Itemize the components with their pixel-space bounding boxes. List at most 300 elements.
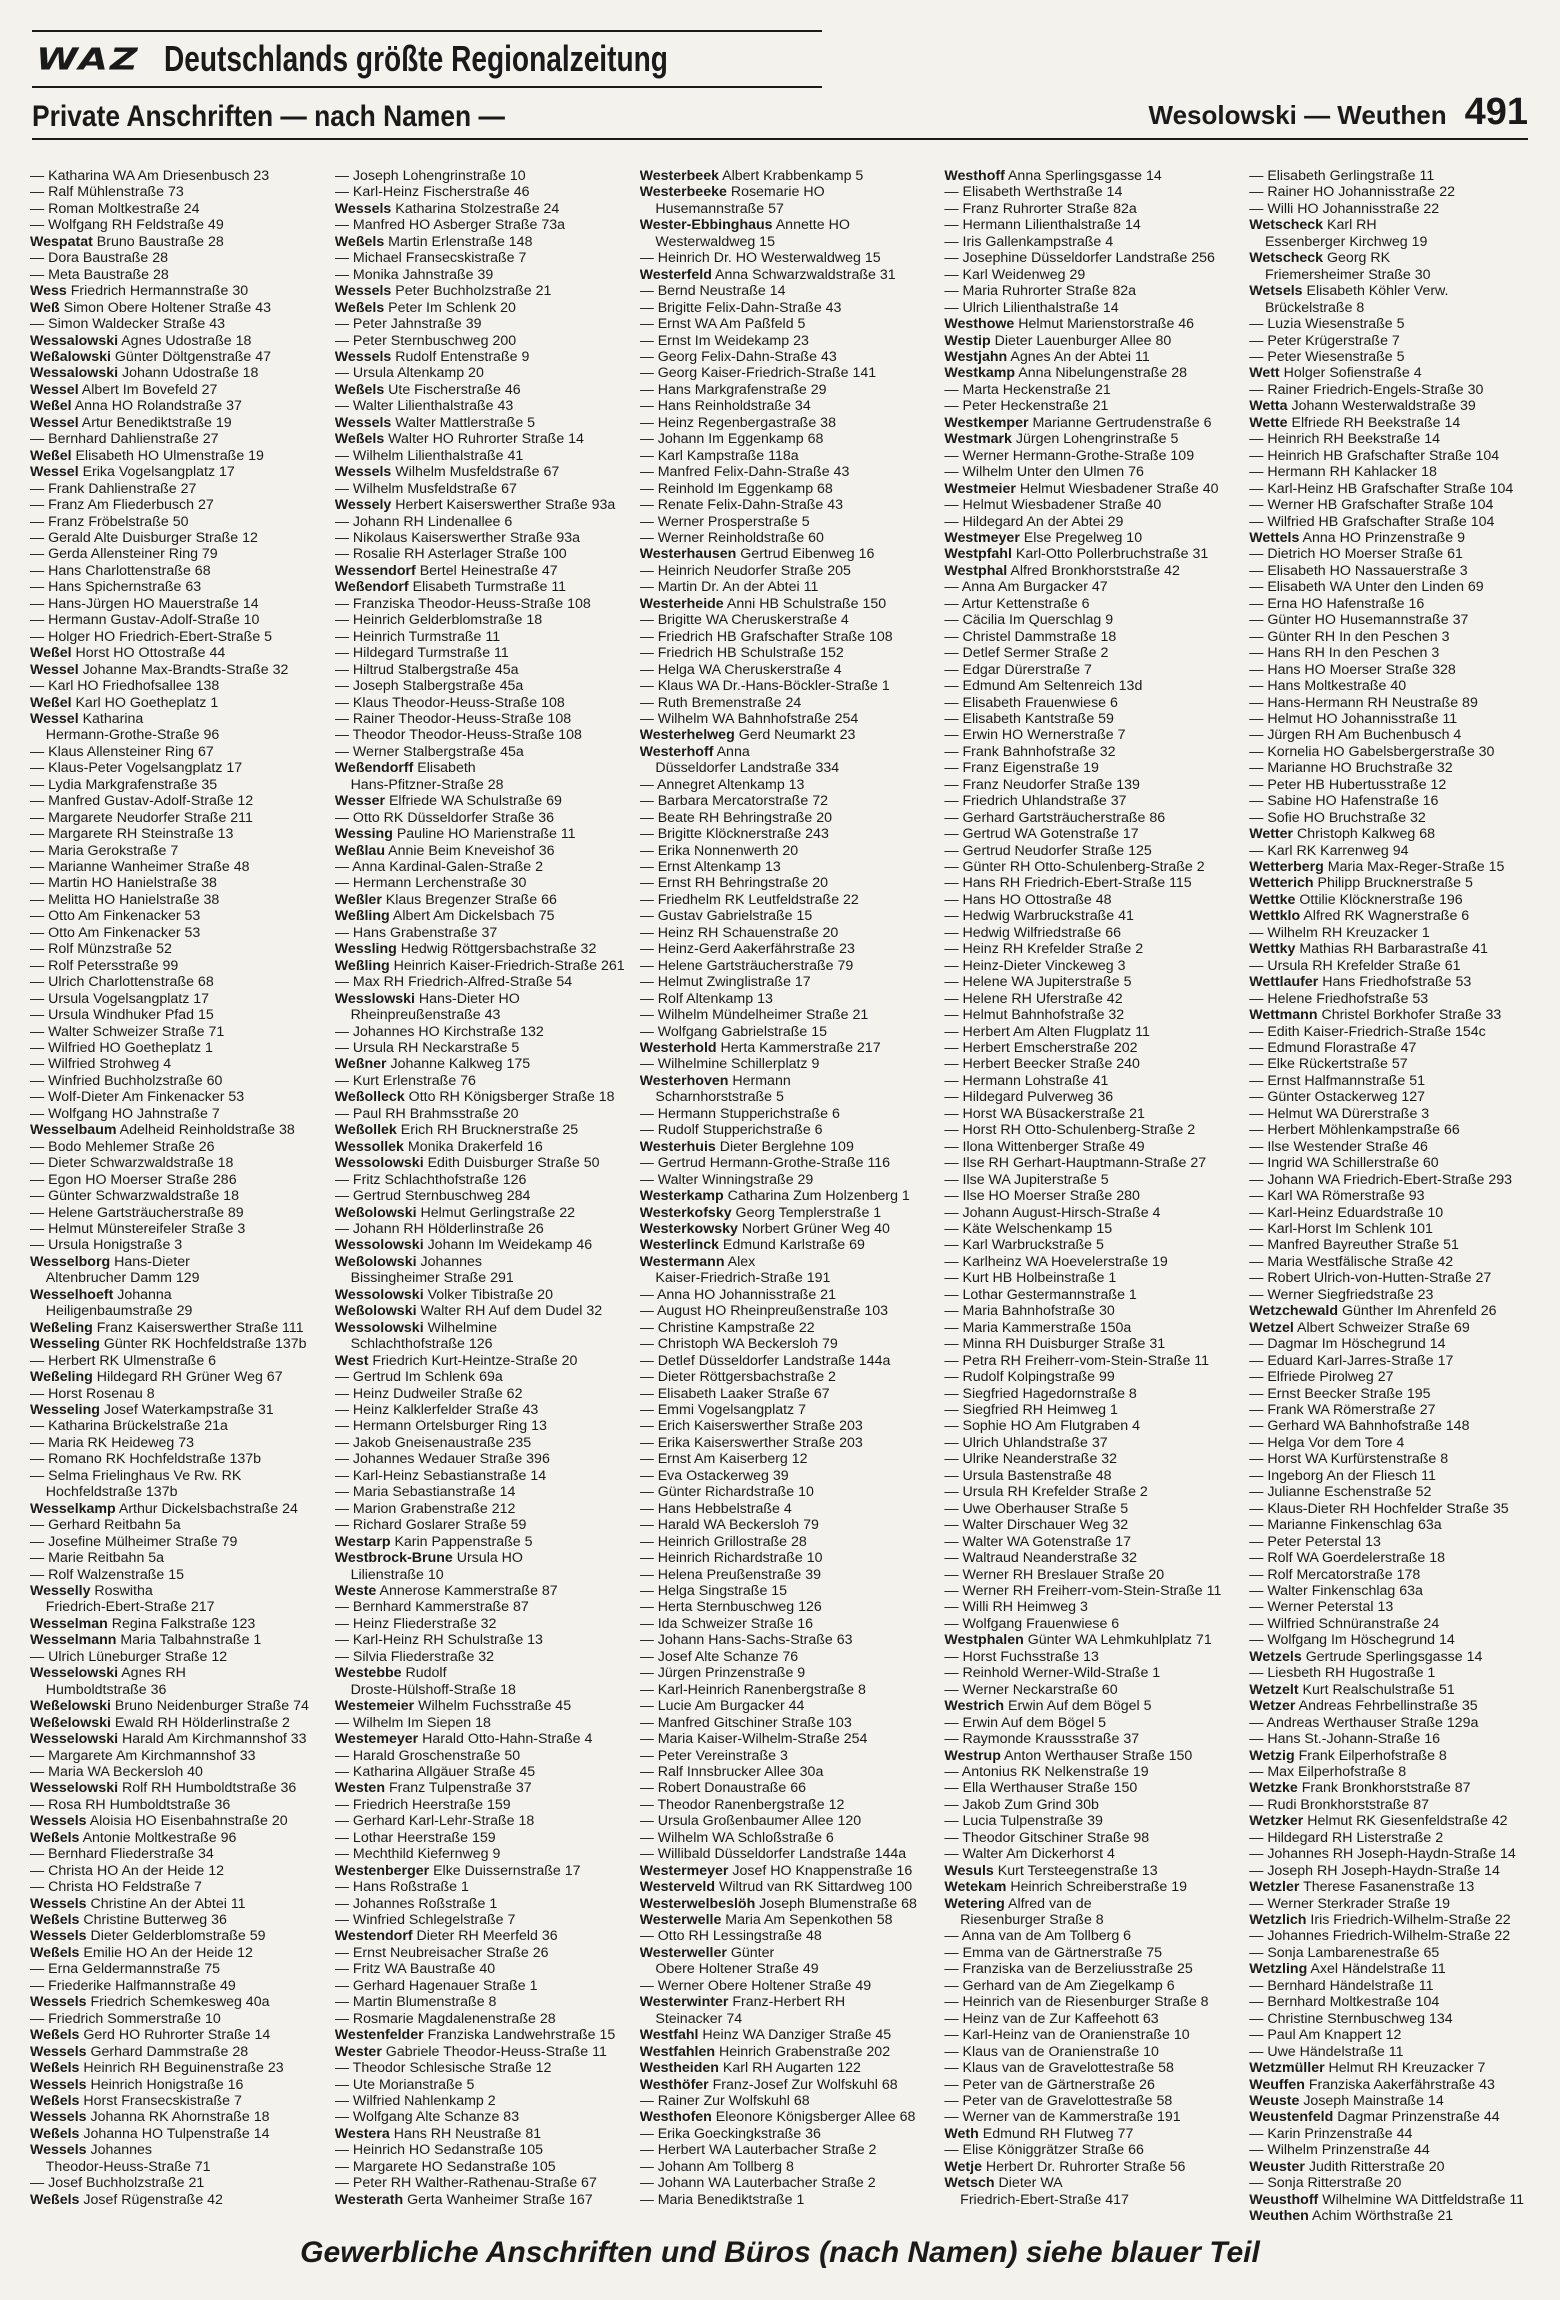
directory-entry: Wetje Herbert Dr. Ruhrorter Straße 56 (944, 2158, 1186, 2175)
directory-entry: — Rosa RH Humboldtstraße 36 (30, 1796, 231, 1813)
directory-entry: — Käte Welschenkamp 15 (944, 1221, 1113, 1237)
directory-entry: Essenberger Kirchweg 19 (1249, 233, 1428, 250)
directory-entry: — Nikolaus Kaiserswerther Straße 93a (334, 529, 581, 546)
directory-entry: — Manfred HO Asberger Straße 73a (334, 217, 566, 234)
directory-entry: Riesenburger Straße 8 (944, 1912, 1104, 1929)
directory-entry: — Otto RK Düsseldorfer Straße 36 (334, 809, 554, 826)
directory-entry: — Helmut Wiesbadener Straße 40 (944, 497, 1162, 514)
directory-entry: Wessollek Monika Drakerfeld 16 (334, 1138, 543, 1155)
directory-entry: — Rosalie RH Asterlager Straße 100 (334, 546, 567, 563)
directory-entry: — Klaus Theodor-Heuss-Straße 108 (334, 694, 565, 711)
directory-entry: — Elisabeth Werthstraße 14 (944, 184, 1123, 201)
directory-entry: — Ulrich Lüneburger Straße 12 (30, 1648, 228, 1665)
directory-entry: — Helene WA Jupiterstraße 5 (944, 974, 1132, 991)
directory-entry: Westhoff Anna Sperlingsgasse 14 (944, 168, 1162, 184)
directory-entry: Weßeling Hildegard RH Grüner Weg 67 (30, 1369, 283, 1386)
directory-entry: — Josef Alte Schanze 76 (639, 1648, 799, 1665)
directory-entry: Weßolleck Otto RH Königsberger Straße 18 (334, 1089, 615, 1106)
footer-note: Gewerbliche Anschriften und Büros (nach Namen) siehe blauer Teil (300, 2236, 1260, 2269)
directory-entry: — Dieter Röttgersbachstraße 2 (639, 1369, 836, 1386)
directory-entry: — Theodor Ranenbergstraße 12 (639, 1796, 845, 1813)
directory-entry: — Wilhelm RH Kreuzacker 1 (1249, 924, 1430, 941)
directory-entry: — Friedhelm RK Leutfeldstraße 22 (639, 891, 859, 908)
directory-entry: — Theodor Gitschiner Straße 98 (944, 1829, 1150, 1846)
directory-entry: — Werner Hermann-Grothe-Straße 109 (944, 447, 1195, 464)
directory-entry: — Otto Am Finkenacker 53 (30, 924, 201, 941)
directory-entry: — Karl-Heinz Sebastianstraße 14 (334, 1467, 547, 1484)
directory-entry: Weßling Albert Am Dickelsbach 75 (334, 908, 555, 925)
directory-entry: — Hans HO Ottostraße 48 (944, 891, 1112, 908)
directory-entry: Westerheide Anni HB Schulstraße 150 (639, 595, 887, 612)
directory-column-1 (30, 168, 321, 2228)
directory-entry: — Franziska Theodor-Heuss-Straße 108 (334, 595, 591, 612)
directory-entry: — Ulrike Neanderstraße 32 (944, 1451, 1118, 1468)
directory-entry: — Rainer Theodor-Heuss-Straße 108 (334, 710, 572, 727)
directory-entry: — Sofie HO Bruchstraße 32 (1249, 809, 1426, 826)
directory-entry: Wessolowski Edith Duisburger Straße 50 (334, 1155, 600, 1172)
directory-entry: Wesuls Kurt Tersteegenstraße 13 (944, 1862, 1158, 1879)
directory-entry: — Erwin HO Wernerstraße 7 (944, 727, 1126, 744)
directory-entry: — Brigitte Klöcknerstraße 243 (639, 826, 829, 843)
directory-entry: Düsseldorfer Landstraße 334 (639, 760, 840, 777)
directory-entry: — Willi HO Johannisstraße 22 (1249, 200, 1440, 217)
directory-entry: — Rolf WA Goerdelerstraße 18 (1249, 1550, 1445, 1567)
directory-entry: Westphalen Günter WA Lehmkuhlplatz 71 (944, 1632, 1212, 1649)
directory-entry: — Wilfried HO Goetheplatz 1 (30, 1040, 213, 1057)
directory-entry: — Martin Blumenstraße 8 (334, 1994, 497, 2011)
directory-entry: — Rolf Altenkamp 13 (639, 990, 773, 1007)
directory-entry: Weßels Martin Erlenstraße 148 (334, 233, 533, 250)
directory-entry: Wessels Wilhelm Musfeldstraße 67 (334, 464, 560, 481)
directory-entry: — Marie Reitbahn 5a (30, 1550, 165, 1567)
directory-entry: — Elisabeth Kantstraße 59 (944, 710, 1114, 727)
directory-entry: Wetzler Therese Fasanenstraße 13 (1249, 1879, 1475, 1896)
directory-entry: — Heinz Kalklerfelder Straße 43 (334, 1401, 539, 1418)
directory-entry: — Hans RH In den Peschen 3 (1249, 645, 1440, 662)
directory-entry: — Jakob Gneisenaustraße 235 (334, 1434, 532, 1451)
directory-entry: — Bernhard Fliederstraße 34 (30, 1846, 214, 1863)
directory-entry: — Wilfried Strohweg 4 (30, 1056, 172, 1073)
directory-entry: — Heinrich HB Grafschafter Straße 104 (1249, 447, 1500, 464)
directory-entry: — Hermann Lohstraße 41 (944, 1072, 1109, 1089)
directory-entry: — Werner Neckarstraße 60 (944, 1681, 1118, 1698)
directory-entry: — Lothar Heerstraße 159 (334, 1829, 496, 1846)
directory-entry: Wester-Ebbinghaus Annette HO (639, 217, 850, 234)
directory-entry: — Marta Heckenstraße 21 (944, 381, 1111, 398)
directory-entry: — Andreas Werthauser Straße 129a (1249, 1714, 1479, 1731)
directory-entry: Weßels Johanna HO Tulpenstraße 14 (30, 2125, 270, 2142)
directory-entry: Weßelowski Bruno Neidenburger Straße 74 (30, 1698, 309, 1715)
directory-entry: — Franz Am Fliederbusch 27 (30, 497, 214, 514)
directory-entry: Westmeyer Else Pregelweg 10 (944, 529, 1143, 546)
directory-entry: — Frank Bahnhofstraße 32 (944, 743, 1116, 760)
directory-entry: Wetterberg Maria Max-Reger-Straße 15 (1249, 859, 1505, 876)
directory-entry: Wessalowski Agnes Udostraße 18 (30, 332, 252, 349)
directory-entry: — Helmut WA Dürerstraße 3 (1249, 1105, 1430, 1122)
directory-entry: — Raymonde Kraussstraße 37 (944, 1731, 1140, 1748)
directory-entry: Bissingheimer Straße 291 (334, 1270, 514, 1287)
directory-entry: — Joseph Lohengrinstraße 10 (334, 168, 526, 184)
directory-entry: Weßolowski Walter RH Auf dem Dudel 32 (334, 1303, 603, 1320)
directory-entry: — Georg Kaiser-Friedrich-Straße 141 (639, 365, 877, 382)
directory-entry: — Ilona Wittenberger Straße 49 (944, 1138, 1145, 1155)
directory-entry: — Peter Jahnstraße 39 (334, 316, 482, 333)
directory-entry: Wessling Hedwig Röttgersbachstraße 32 (334, 941, 597, 958)
directory-entry: — Klaus van de Oranienstraße 10 (944, 2043, 1159, 2060)
directory-entry: — Ralf Mühlenstraße 73 (30, 184, 184, 201)
directory-entry: Westerkofsky Georg Templerstraße 1 (639, 1204, 882, 1221)
directory-entry: Wessel Artur Benediktstraße 19 (30, 414, 232, 431)
directory-entry: — Ursula RH Neckarstraße 5 (334, 1040, 520, 1057)
directory-entry: — Friedrich Heerstraße 159 (334, 1796, 511, 1813)
directory-entry: Westerhausen Gertrud Eibenweg 16 (639, 546, 875, 563)
directory-column-4 (944, 168, 1235, 2228)
directory-entry: — Elisabeth WA Unter den Linden 69 (1249, 579, 1484, 596)
directory-entry: — Jürgen Prinzenstraße 9 (639, 1665, 806, 1682)
directory-entry: Westermann Alex (639, 1253, 756, 1270)
directory-entry: Wess Friedrich Hermannstraße 30 (30, 283, 249, 300)
directory-entry: — Josefine Mülheimer Straße 79 (30, 1533, 238, 1550)
directory-entry: — Cäcilia Im Querschlag 9 (944, 612, 1114, 629)
directory-entry: Wessels Dieter Gelderblomstraße 59 (30, 1928, 266, 1945)
directory-entry: — Erika Kaiserswerther Straße 203 (639, 1434, 863, 1451)
directory-entry: — Günter Ostackerweg 127 (1249, 1089, 1426, 1106)
directory-entry: — Johannes Friedrich-Wilhelm-Straße 22 (1249, 1928, 1511, 1945)
directory-entry: Wetering Alfred van de (944, 1895, 1092, 1912)
directory-entry: — Wilhelm WA Schloßstraße 6 (639, 1829, 834, 1846)
directory-entry: — Helga Singstraße 15 (639, 1582, 788, 1599)
directory-entry: — Otto RH Lessingstraße 48 (639, 1928, 822, 1945)
directory-entry: — Heinz van de Zur Kaffeehott 63 (944, 2010, 1159, 2027)
directory-entry: Westendorf Dieter RH Meerfeld 36 (334, 1928, 558, 1945)
directory-entry: Wesslowski Hans-Dieter HO (334, 990, 520, 1007)
directory-entry: Wettels Anna HO Prinzenstraße 9 (1249, 529, 1465, 546)
directory-entry: Wetscheck Georg RK (1249, 250, 1391, 267)
directory-entry: Westip Dieter Lauenburger Allee 80 (944, 332, 1172, 349)
directory-entry: — Bernhard Dahlienstraße 27 (30, 431, 219, 448)
directory-entry: — Horst RH Otto-Schulenberg-Straße 2 (944, 1122, 1196, 1139)
directory-entry: Westrup Anton Werthauser Straße 150 (944, 1747, 1193, 1764)
directory-entry: Wesselly Roswitha (30, 1582, 153, 1599)
directory-entry: — Karl HO Friedhofsallee 138 (30, 678, 220, 695)
directory-entry: — Maria Gerokstraße 7 (30, 842, 179, 859)
directory-column-5 (1249, 168, 1540, 2228)
directory-entry: — Ilse RH Gerhart-Hauptmann-Straße 27 (944, 1155, 1207, 1172)
directory-entry: — Waltraud Neanderstraße 32 (944, 1550, 1138, 1567)
directory-entry: — Herbert Beecker Straße 240 (944, 1056, 1140, 1073)
directory-entry: Weuthen Achim Wörthstraße 21 (1249, 2208, 1454, 2225)
directory-entry: Weßelowski Ewald RH Hölderlinstraße 2 (30, 1714, 290, 1731)
directory-entry: — Heinrich Neudorfer Straße 205 (639, 562, 851, 579)
directory-entry: — Robert Ulrich-von-Hutten-Straße 27 (1249, 1270, 1492, 1287)
directory-entry: — Ella Werthauser Straße 150 (944, 1780, 1138, 1797)
directory-entry: Rheinpreußenstraße 43 (334, 1007, 501, 1024)
directory-entry: — Paul RH Brahmsstraße 20 (334, 1105, 519, 1122)
directory-entry: — Ernst RH Behringstraße 20 (639, 875, 829, 892)
directory-entry: — Hans Grabenstraße 37 (334, 924, 498, 941)
directory-entry: — Heinrich Richardstraße 10 (639, 1550, 823, 1567)
directory-entry: Westerhelweg Gerd Neumarkt 23 (639, 727, 856, 744)
directory-entry: Weßolowski Johannes (334, 1253, 483, 1270)
directory-entry: Westera Hans RH Neustraße 81 (334, 2125, 542, 2142)
directory-entry: Weustenfeld Dagmar Prinzenstraße 44 (1249, 2109, 1500, 2126)
directory-entry: Wessalowski Johann Udostraße 18 (30, 365, 259, 382)
directory-entry: — Theodor Schlesische Straße 12 (334, 2060, 552, 2077)
directory-entry: — Liesbeth RH Hugostraße 1 (1249, 1665, 1436, 1682)
directory-entry: — Ursula RH Krefelder Straße 2 (944, 1484, 1148, 1501)
directory-entry: — Manfred Felix-Dahn-Straße 43 (639, 464, 850, 481)
directory-entry: — Martin HO Hanielstraße 38 (30, 875, 217, 892)
directory-entry: — Heinz RH Krefelder Straße 2 (944, 941, 1144, 958)
directory-entry: — Hans Moltkestraße 40 (1249, 678, 1407, 695)
directory-entry: — August HO Rheinpreußenstraße 103 (639, 1303, 889, 1320)
directory-entry: Wettlaufer Hans Friedhofstraße 53 (1249, 974, 1472, 991)
directory-entry: — Ernst WA Am Paßfeld 5 (639, 316, 806, 333)
directory-entry: — Hiltrud Stalbergstraße 45a (334, 661, 519, 678)
directory-entry: — Christine Sternbuschweg 134 (1249, 2010, 1453, 2027)
directory-entry: — Peter van de Gärtnerstraße 26 (944, 2076, 1155, 2093)
directory-entry: Wetterich Philipp Brucknerstraße 5 (1249, 875, 1473, 892)
directory-entry: Wetter Christoph Kalkweg 68 (1249, 826, 1436, 843)
directory-entry: Wester Gabriele Theodor-Heuss-Straße 11 (334, 2043, 607, 2060)
directory-entry: — Minna RH Duisburger Straße 31 (944, 1336, 1166, 1353)
directory-entry: — Hedwig Wilfriedstraße 66 (944, 924, 1122, 941)
directory-entry: — Peter Sternbuschweg 200 (334, 332, 517, 349)
directory-entry: Westhöfer Franz-Josef Zur Wolfskuhl 68 (639, 2076, 898, 2093)
directory-entry: — Karl-Heinz Fischerstraße 46 (334, 184, 530, 201)
directory-entry: — Werner van de Kammerstraße 191 (944, 2109, 1181, 2126)
directory-entry: — Werner HB Grafschafter Straße 104 (1249, 497, 1494, 514)
directory-entry: Wetscheck Karl RH (1249, 217, 1377, 234)
directory-entry: Wesselmann Maria Talbahnstraße 1 (30, 1632, 262, 1649)
directory-entry: Wetekam Heinrich Schreiberstraße 19 (944, 1879, 1188, 1896)
directory-entry: — Ingrid WA Schillerstraße 60 (1249, 1155, 1439, 1172)
directory-entry: Westhofen Eleonore Königsberger Allee 68 (639, 2109, 916, 2126)
directory-entry: — Werner Peterstal 13 (1249, 1599, 1394, 1616)
directory-entry: — Melitta HO Hanielstraße 38 (30, 891, 220, 908)
directory-entry: — Sophie HO Am Flutgraben 4 (944, 1418, 1140, 1435)
directory-entry: — Johannes Roßstraße 1 (334, 1895, 498, 1912)
directory-entry: — Detlef Düsseldorfer Landstraße 144a (639, 1352, 891, 1369)
directory-entry: Westenberger Elke Duissernstraße 17 (334, 1862, 581, 1879)
directory-entry: — Johann WA Friedrich-Ebert-Straße 293 (1249, 1171, 1513, 1188)
directory-entry: Kaiser-Friedrich-Straße 191 (639, 1270, 831, 1287)
directory-entry: — Karl RK Karrenweg 94 (1249, 842, 1409, 859)
directory-entry: — Romano RK Hochfeldstraße 137b (30, 1451, 262, 1468)
directory-entry: — Reinhold Werner-Wild-Straße 1 (944, 1665, 1161, 1682)
directory-entry: Westpfahl Karl-Otto Pollerbruchstraße 31 (944, 546, 1209, 563)
directory-entry: Wettky Mathias RH Barbarastraße 41 (1249, 941, 1488, 958)
directory-entry: Wessels Peter Buchholzstraße 21 (334, 283, 552, 300)
page-header (32, 92, 1528, 140)
directory-entry: — Horst Fuchsstraße 13 (944, 1648, 1099, 1665)
directory-entry: — Hans Markgrafenstraße 29 (639, 381, 827, 398)
directory-entry: — Elke Rückertstraße 57 (1249, 1056, 1408, 1073)
directory-entry: — Heinz Regenbergastraße 38 (639, 414, 836, 431)
directory-entry: Westerwaldweg 15 (639, 233, 775, 250)
directory-entry: — Wilhelm Mündelheimer Straße 21 (639, 1007, 869, 1024)
directory-entry: — Walter WA Gotenstraße 17 (944, 1533, 1131, 1550)
directory-entry: — Walter Schweizer Straße 71 (30, 1023, 225, 1040)
directory-entry: — Wilhelmine Schillerplatz 9 (639, 1056, 820, 1073)
directory-entry: — Maria Kaiser-Wilhelm-Straße 254 (639, 1731, 868, 1748)
directory-entry: Weßels Walter HO Ruhrorter Straße 14 (334, 431, 584, 448)
directory-entry: — Maria Benediktstraße 1 (639, 2191, 805, 2208)
directory-entry: — Herbert Möhlenkampstraße 66 (1249, 1122, 1460, 1139)
directory-entry: — Christel Dammstraße 18 (944, 628, 1117, 645)
directory-entry: — Wolfgang Frauenwiese 6 (944, 1615, 1120, 1632)
directory-entry: — Wolfgang Im Höschegrund 14 (1249, 1632, 1455, 1649)
directory-entry: Wesselhoeft Johanna (30, 1286, 172, 1303)
directory-entry: Weßeling Franz Kaiserswerther Straße 111 (30, 1319, 304, 1336)
directory-entry: — Gerhard van de Am Ziegelkamp 6 (944, 1977, 1175, 1994)
directory-entry: — Willi RH Heimweg 3 (944, 1599, 1088, 1616)
directory-entry: Wetzker Helmut RK Giesenfeldstraße 42 (1249, 1813, 1508, 1830)
directory-entry: Wesselkamp Arthur Dickelsbachstraße 24 (30, 1500, 298, 1517)
directory-entry: Westerwinter Franz-Herbert RH (639, 1994, 846, 2011)
directory-entry: — Karl Warbruckstraße 5 (944, 1237, 1104, 1254)
directory-entry: — Lydia Markgrafenstraße 35 (30, 776, 218, 793)
directory-entry: West Friedrich Kurt-Heintze-Straße 20 (334, 1352, 578, 1369)
directory-entry: Wessel Johanne Max-Brandts-Straße 32 (30, 661, 289, 678)
directory-entry: — Erwin Auf dem Bögel 5 (944, 1714, 1107, 1731)
directory-entry: — Heinrich Turmstraße 11 (334, 628, 501, 645)
directory-entry: — Otto Am Finkenacker 53 (30, 908, 201, 925)
directory-entry: Westerwelle Maria Am Sepenkothen 58 (639, 1912, 893, 1929)
directory-entry: — Helmut Zwinglistraße 17 (639, 974, 811, 991)
directory-entry: — Johannes HO Kirchstraße 132 (334, 1023, 544, 1040)
directory-entry: — Ulrich Uhlandstraße 37 (944, 1434, 1108, 1451)
directory-entry: Weßlau Annie Beim Kneveishof 36 (334, 842, 555, 859)
directory-entry: — Maria Ruhrorter Straße 82a (944, 283, 1136, 300)
directory-entry: — Ursula Großenbaumer Allee 120 (639, 1813, 862, 1830)
directory-entry: — Rainer Zur Wolfskuhl 68 (639, 2093, 810, 2110)
directory-entry: — Emmi Vogelsangplatz 7 (639, 1401, 806, 1418)
directory-entry: — Helmut Bahnhofstraße 32 (944, 1007, 1125, 1024)
directory-entry: — Christine Kampstraße 22 (639, 1319, 815, 1336)
directory-entry: — Rudolf Stupperichstraße 6 (639, 1122, 823, 1139)
directory-entry: Wetzer Andreas Fehrbellinstraße 35 (1249, 1698, 1478, 1715)
directory-entry: — Gertrud WA Gotenstraße 17 (944, 826, 1139, 843)
directory-entry: — Klaus WA Dr.-Hans-Böckler-Straße 1 (639, 678, 890, 695)
directory-entry: Westerlinck Edmund Karlstraße 69 (639, 1237, 865, 1254)
directory-entry: — Walter Lilienthalstraße 43 (334, 398, 514, 415)
directory-entry: Westkemper Marianne Gertrudenstraße 6 (944, 414, 1212, 431)
directory-entry: — Joseph Stalbergstraße 45a (334, 678, 524, 695)
directory-entry: Wett Holger Sofienstraße 4 (1249, 365, 1422, 382)
directory-entry: — Maria RK Heideweg 73 (30, 1434, 195, 1451)
directory-entry: Wessels Christine An der Abtei 11 (30, 1895, 246, 1912)
directory-entry: Friedrich-Ebert-Straße 217 (30, 1599, 215, 1616)
directory-entry: — Brigitte Felix-Dahn-Straße 43 (639, 299, 842, 316)
directory-entry: — Ilse WA Jupiterstraße 5 (944, 1171, 1109, 1188)
directory-entry: Wessely Herbert Kaiserswerther Straße 93a (334, 497, 616, 514)
name-range-block (1149, 91, 1529, 134)
directory-entry: — Ernst Halfmannstraße 51 (1249, 1072, 1426, 1089)
directory-entry: Weuster Judith Ritterstraße 20 (1249, 2158, 1445, 2175)
directory-entry: — Ruth Bremenstraße 24 (639, 694, 802, 711)
directory-entry: — Klaus-Dieter RH Hochfelder Straße 35 (1249, 1500, 1509, 1517)
directory-entry: — Heinz Dudweiler Straße 62 (334, 1385, 523, 1402)
directory-entry: — Georg Felix-Dahn-Straße 43 (639, 348, 837, 365)
directory-entry: — Elisabeth Laaker Straße 67 (639, 1385, 830, 1402)
directory-entry: — Marianne Finkenschlag 63a (1249, 1517, 1442, 1534)
directory-entry: — Wolfgang HO Jahnstraße 7 (30, 1105, 220, 1122)
directory-entry: Westemeyer Harald Otto-Hahn-Straße 4 (334, 1731, 593, 1748)
directory-entry: Wetsch Dieter WA (944, 2175, 1063, 2192)
directory-entry: Weßendorff Elisabeth (334, 760, 476, 777)
directory-entry: — Kornelia HO Gabelsbergerstraße 30 (1249, 743, 1495, 760)
directory-entry: Westerweller Günter (639, 1944, 775, 1961)
directory-entry: — Karl-Heinz HB Grafschafter Straße 104 (1249, 480, 1514, 497)
directory-entry: — Walter Winningstraße 29 (639, 1171, 814, 1188)
directory-entry: — Dora Baustraße 28 (30, 250, 168, 267)
directory-entry: — Maria Bahnhofstraße 30 (944, 1303, 1115, 1320)
directory-entry: — Maria Westfälische Straße 42 (1249, 1253, 1454, 1270)
directory-entry: — Gerhard Gartsträucherstraße 86 (944, 809, 1166, 826)
directory-entry: — Gerhard Reitbahn 5a (30, 1517, 181, 1534)
directory-entry: — Johannes Wedauer Straße 396 (334, 1451, 550, 1468)
directory-entry: — Brigitte WA Cheruskerstraße 4 (639, 612, 849, 629)
directory-entry: — Harald Groschenstraße 50 (334, 1747, 521, 1764)
directory-entry: — Helmut Münstereifeler Straße 3 (30, 1221, 246, 1237)
directory-entry: Westfahl Heinz WA Danziger Straße 45 (639, 2027, 892, 2044)
directory-entry: — Christa HO Feldstraße 7 (30, 1879, 202, 1896)
directory-entry: — Johann August-Hirsch-Straße 4 (944, 1204, 1161, 1221)
directory-entry: — Elise Königgrätzer Straße 66 (944, 2142, 1144, 2159)
directory-entry: — Heinrich RH Beekstraße 14 (1249, 431, 1440, 448)
directory-entry: — Petra RH Freiherr-vom-Stein-Straße 11 (944, 1352, 1210, 1369)
directory-entry: — Franz Fröbelstraße 50 (30, 513, 189, 530)
directory-entry: Weßels Antonie Moltkestraße 96 (30, 1829, 237, 1846)
directory-entry: — Katharina Allgäuer Straße 45 (334, 1763, 536, 1780)
directory-entry: Weßendorf Elisabeth Turmstraße 11 (334, 579, 567, 596)
directory-entry: — Eduard Karl-Jarres-Straße 17 (1249, 1352, 1454, 1369)
directory-entry: — Paul Am Knappert 12 (1249, 2027, 1402, 2044)
directory-entry: — Holger HO Friedrich-Ebert-Straße 5 (30, 628, 273, 645)
directory-entry: — Heinrich HO Sedanstraße 105 (334, 2142, 543, 2159)
directory-entry: — Ursula Windhuker Pfad 15 (30, 1007, 214, 1024)
directory-entry: Wesser Elfriede WA Schulstraße 69 (334, 793, 562, 810)
directory-entry: — Werner Obere Holtener Straße 49 (639, 1977, 872, 1994)
directory-entry: — Egon HO Moerser Straße 286 (30, 1171, 237, 1188)
directory-entry: — Anna HO Johannisstraße 21 (639, 1286, 836, 1303)
directory-entry: Wespatat Bruno Baustraße 28 (30, 233, 224, 250)
directory-entry: Wetzchewald Günther Im Ahrenfeld 26 (1249, 1303, 1497, 1320)
directory-entry: Heiligenbaumstraße 29 (30, 1303, 193, 1320)
directory-entry: — Hildegard Turmstraße 11 (334, 645, 509, 662)
directory-entry: — Franz Neudorfer Straße 139 (944, 776, 1140, 793)
directory-entry: Husemannstraße 57 (639, 200, 784, 217)
directory-entry: — Karl Kampstraße 118a (639, 447, 799, 464)
directory-entry: — Werner Reinholdstraße 60 (639, 529, 824, 546)
directory-entry: Wesseling Josef Waterkampstraße 31 (30, 1401, 274, 1418)
directory-entry: Weste Annerose Kammerstraße 87 (334, 1582, 558, 1599)
directory-entry: — Gerald Alte Duisburger Straße 12 (30, 529, 258, 546)
directory-entry: — Ute Morianstraße 5 (334, 2076, 475, 2093)
directory-entry: — Kurt HB Holbeinstraße 1 (944, 1270, 1117, 1287)
directory-entry: Wetzig Frank Eilperhofstraße 8 (1249, 1747, 1447, 1764)
directory-entry: — Erna Geldermannstraße 75 (30, 1961, 221, 1978)
directory-entry: — Dieter Schwarzwaldstraße 18 (30, 1155, 234, 1172)
directory-entry: Wetzel Albert Schweizer Straße 69 (1249, 1319, 1470, 1336)
directory-entry: — Günter HO Husemannstraße 37 (1249, 612, 1469, 629)
directory-entry: — Wolf-Dieter Am Finkenacker 53 (30, 1089, 245, 1106)
directory-entry: Weßolowski Helmut Gerlingstraße 22 (334, 1204, 576, 1221)
directory-entry: — Karl WA Römerstraße 93 (1249, 1188, 1425, 1205)
directory-entry: — Wilfried HB Grafschafter Straße 104 (1249, 513, 1495, 530)
directory-entry: — Frank WA Römerstraße 27 (1249, 1401, 1436, 1418)
